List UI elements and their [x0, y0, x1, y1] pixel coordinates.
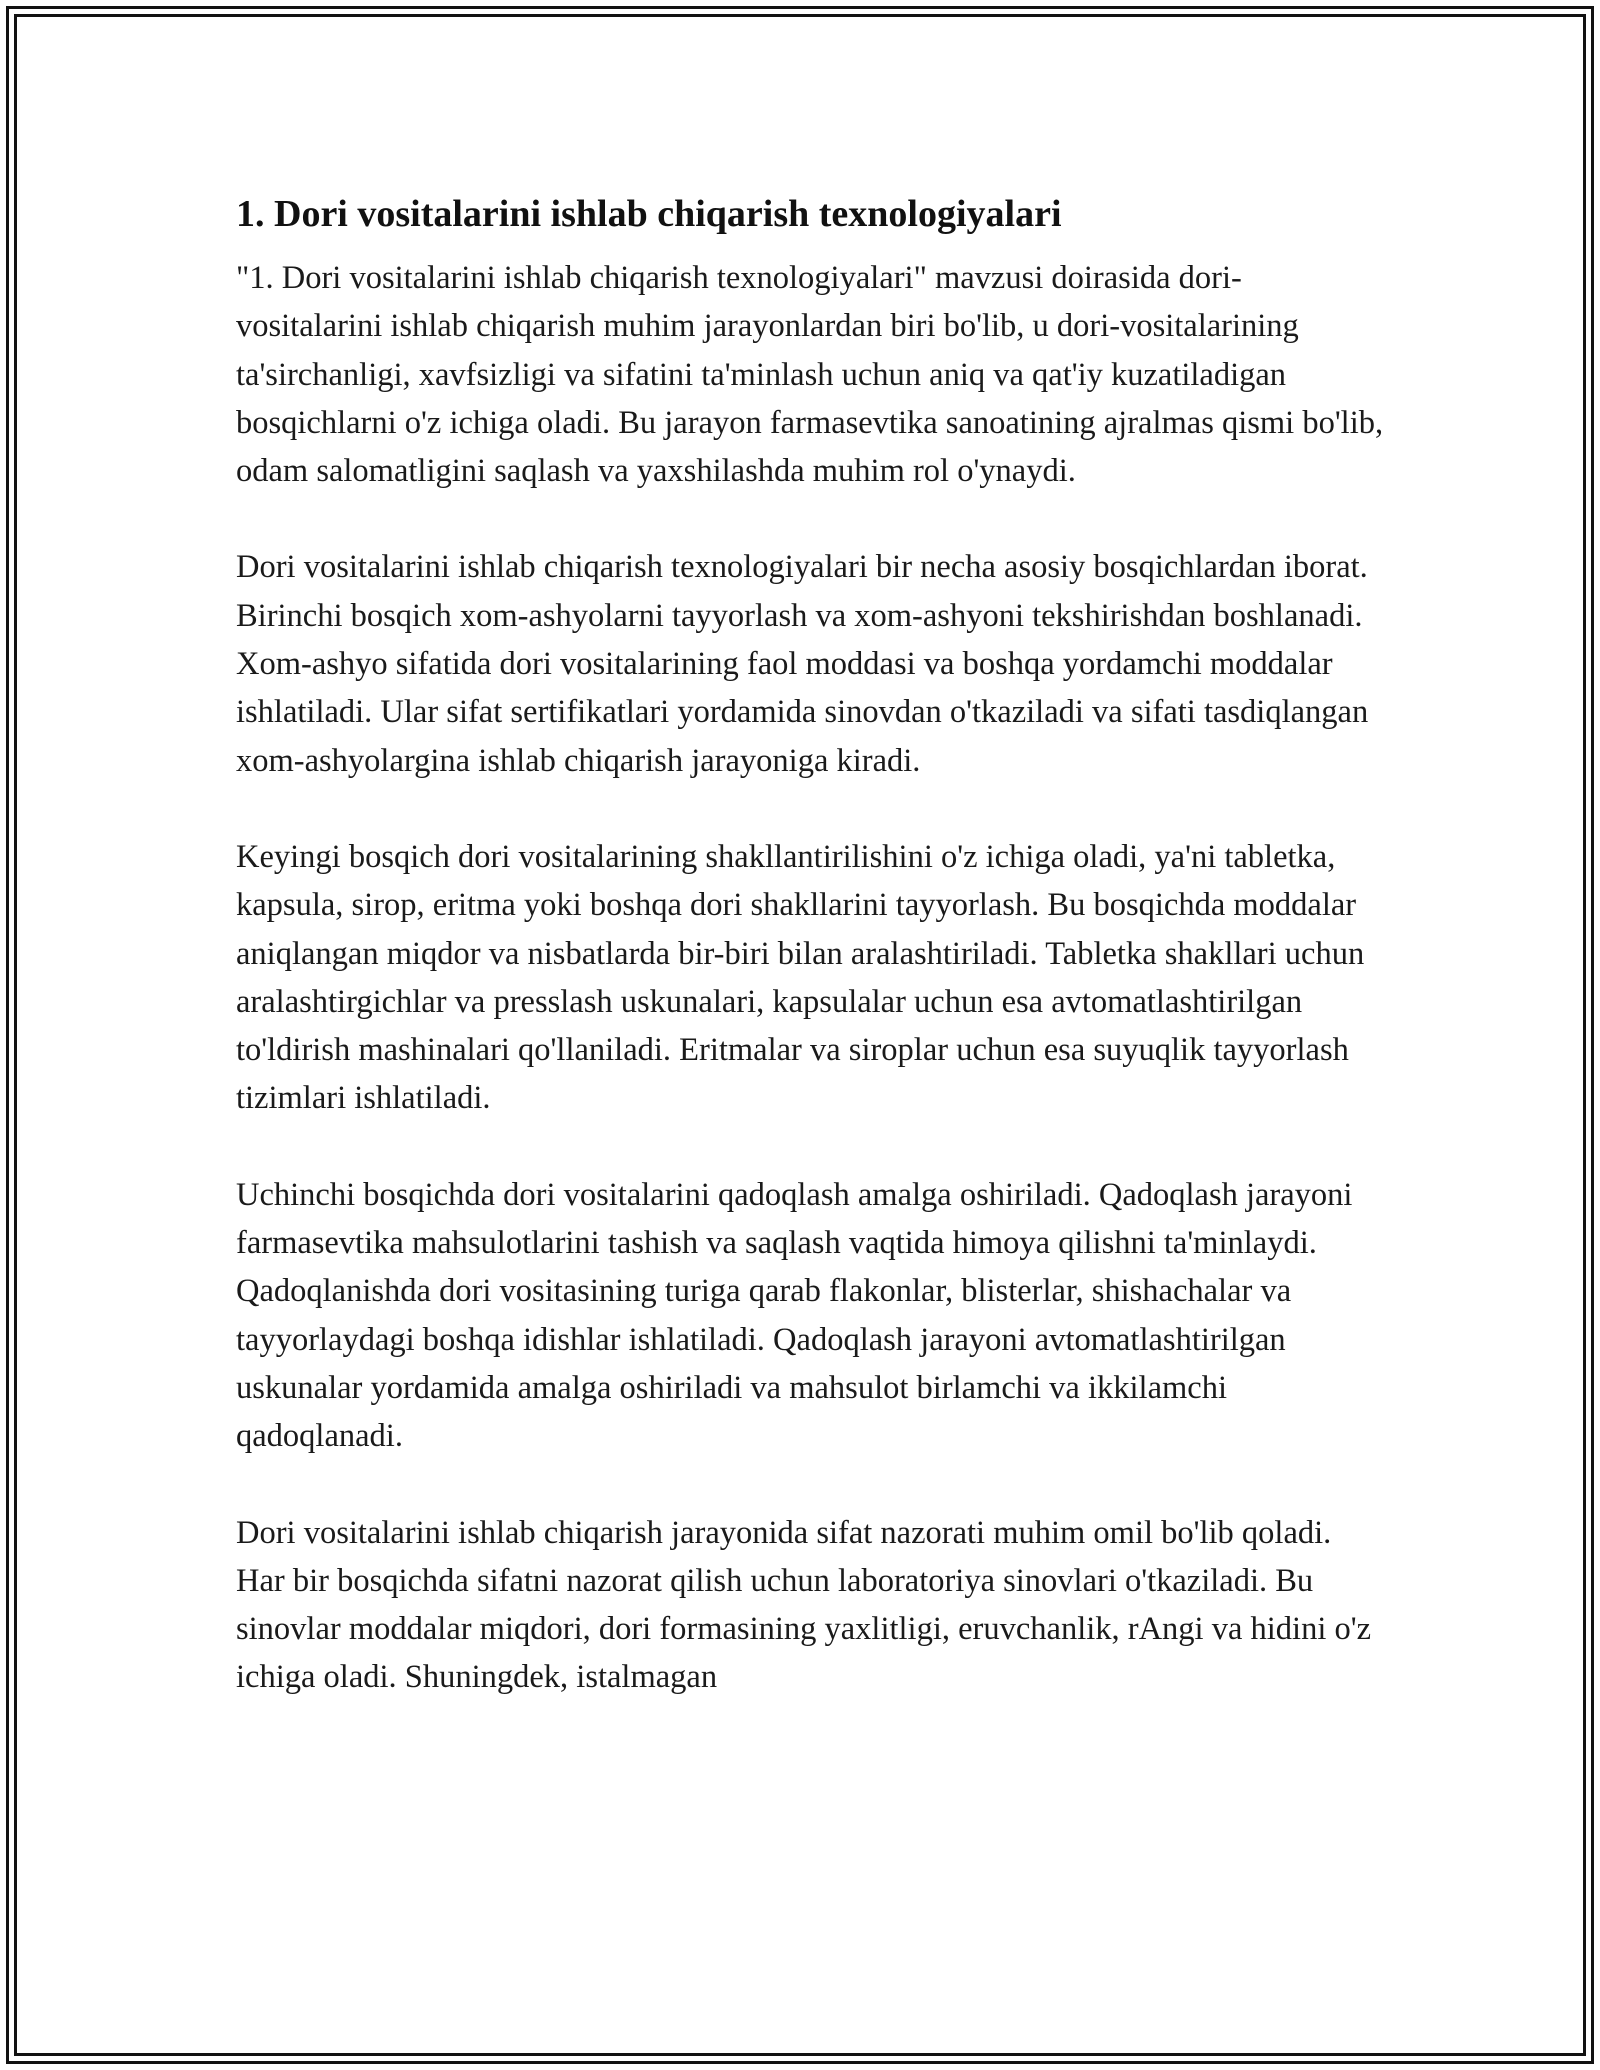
- paragraph-formulation: Keyingi bosqich dori vositalarining shakllantirilishini o'z ichiga oladi, ya'ni tabletka, kapsula, sirop, eritma yoki boshqa dori shakllarini tayyorlash. Bu bosqichda moddalar aniqlangan miqdor va nisbatlarda bir-biri bilan aralashtiriladi. Tabletka shakllari uchun aralashtirgichlar va presslash uskunalari, kapsulalar uchun esa avtomatlashtirilgan to'ldirish mashinalari qo'llaniladi. Eritmalar va siroplar uchun esa suyuqlik tayyorlash tizimlari ishlatiladi.: [236, 838, 1365, 1117]
- document-body: [236, 188, 1386, 1702]
- paragraph-quality-control: Dori vositalarini ishlab chiqarish jarayonida sifat nazorati muhim omil bo'lib qoladi. Har bir bosqichda sifatni nazorat qilish uchun laboratoriya sinovlari o'tkaziladi. Bu sinovlar moddalar miqdori, dori formasining yaxlitligi, eruvchanlik, rAngi va hidini o'z ichiga oladi. Shuningdek, istalmagan: [236, 1514, 1372, 1696]
- paragraph-intro: "1. Dori vositalarini ishlab chiqarish texnologiyalari" mavzusi doirasida dori-vositalarini ishlab chiqarish muhim jarayonlardan biri bo'lib, u dori-vositalarining ta'sirchanligi, xavfsizligi va sifatini ta'minlash uchun aniq va qat'iy kuzatiladigan bosqichlarni o'z ichiga oladi. Bu jarayon farmasevtika sanoatining ajralmas qismi bo'lib, odam salomatligini saqlash va yaxshilashda muhim rol o'ynaydi.: [236, 260, 1384, 490]
- page-title: 1. Dori vositalarini ishlab chiqarish texnologiyalari: [236, 193, 1062, 235]
- paragraph-raw-materials: Dori vositalarini ishlab chiqarish texnologiyalari bir necha asosiy bosqichlardan iborat. Birinchi bosqich xom-ashyolarni tayyorlash va xom-ashyoni tekshirishdan boshlanadi. Xom-ashyo sifatida dori vositalarining faol moddasi va boshqa yordamchi moddalar ishlatiladi. Ular sifat sertifikatlari yordamida sinovdan o'tkaziladi va sifati tasdiqlangan xom-ashyolargina ishlab chiqarish jarayoniga kiradi.: [236, 549, 1369, 779]
- paragraph-packaging: Uchinchi bosqichda dori vositalarini qadoqlash amalga oshiriladi. Qadoqlash jarayoni farmasevtika mahsulotlarini tashish va saqlash vaqtida himoya qilishni ta'minlaydi. Qadoqlanishda dori vositasining turiga qarab flakonlar, blisterlar, shishachalar va tayyorlaydagi boshqa idishlar ishlatiladi. Qadoqlash jarayoni avtomatlashtirilgan uskunalar yordamida amalga oshiriladi va mahsulot birlamchi va ikkilamchi qadoqlanadi.: [236, 1176, 1353, 1455]
